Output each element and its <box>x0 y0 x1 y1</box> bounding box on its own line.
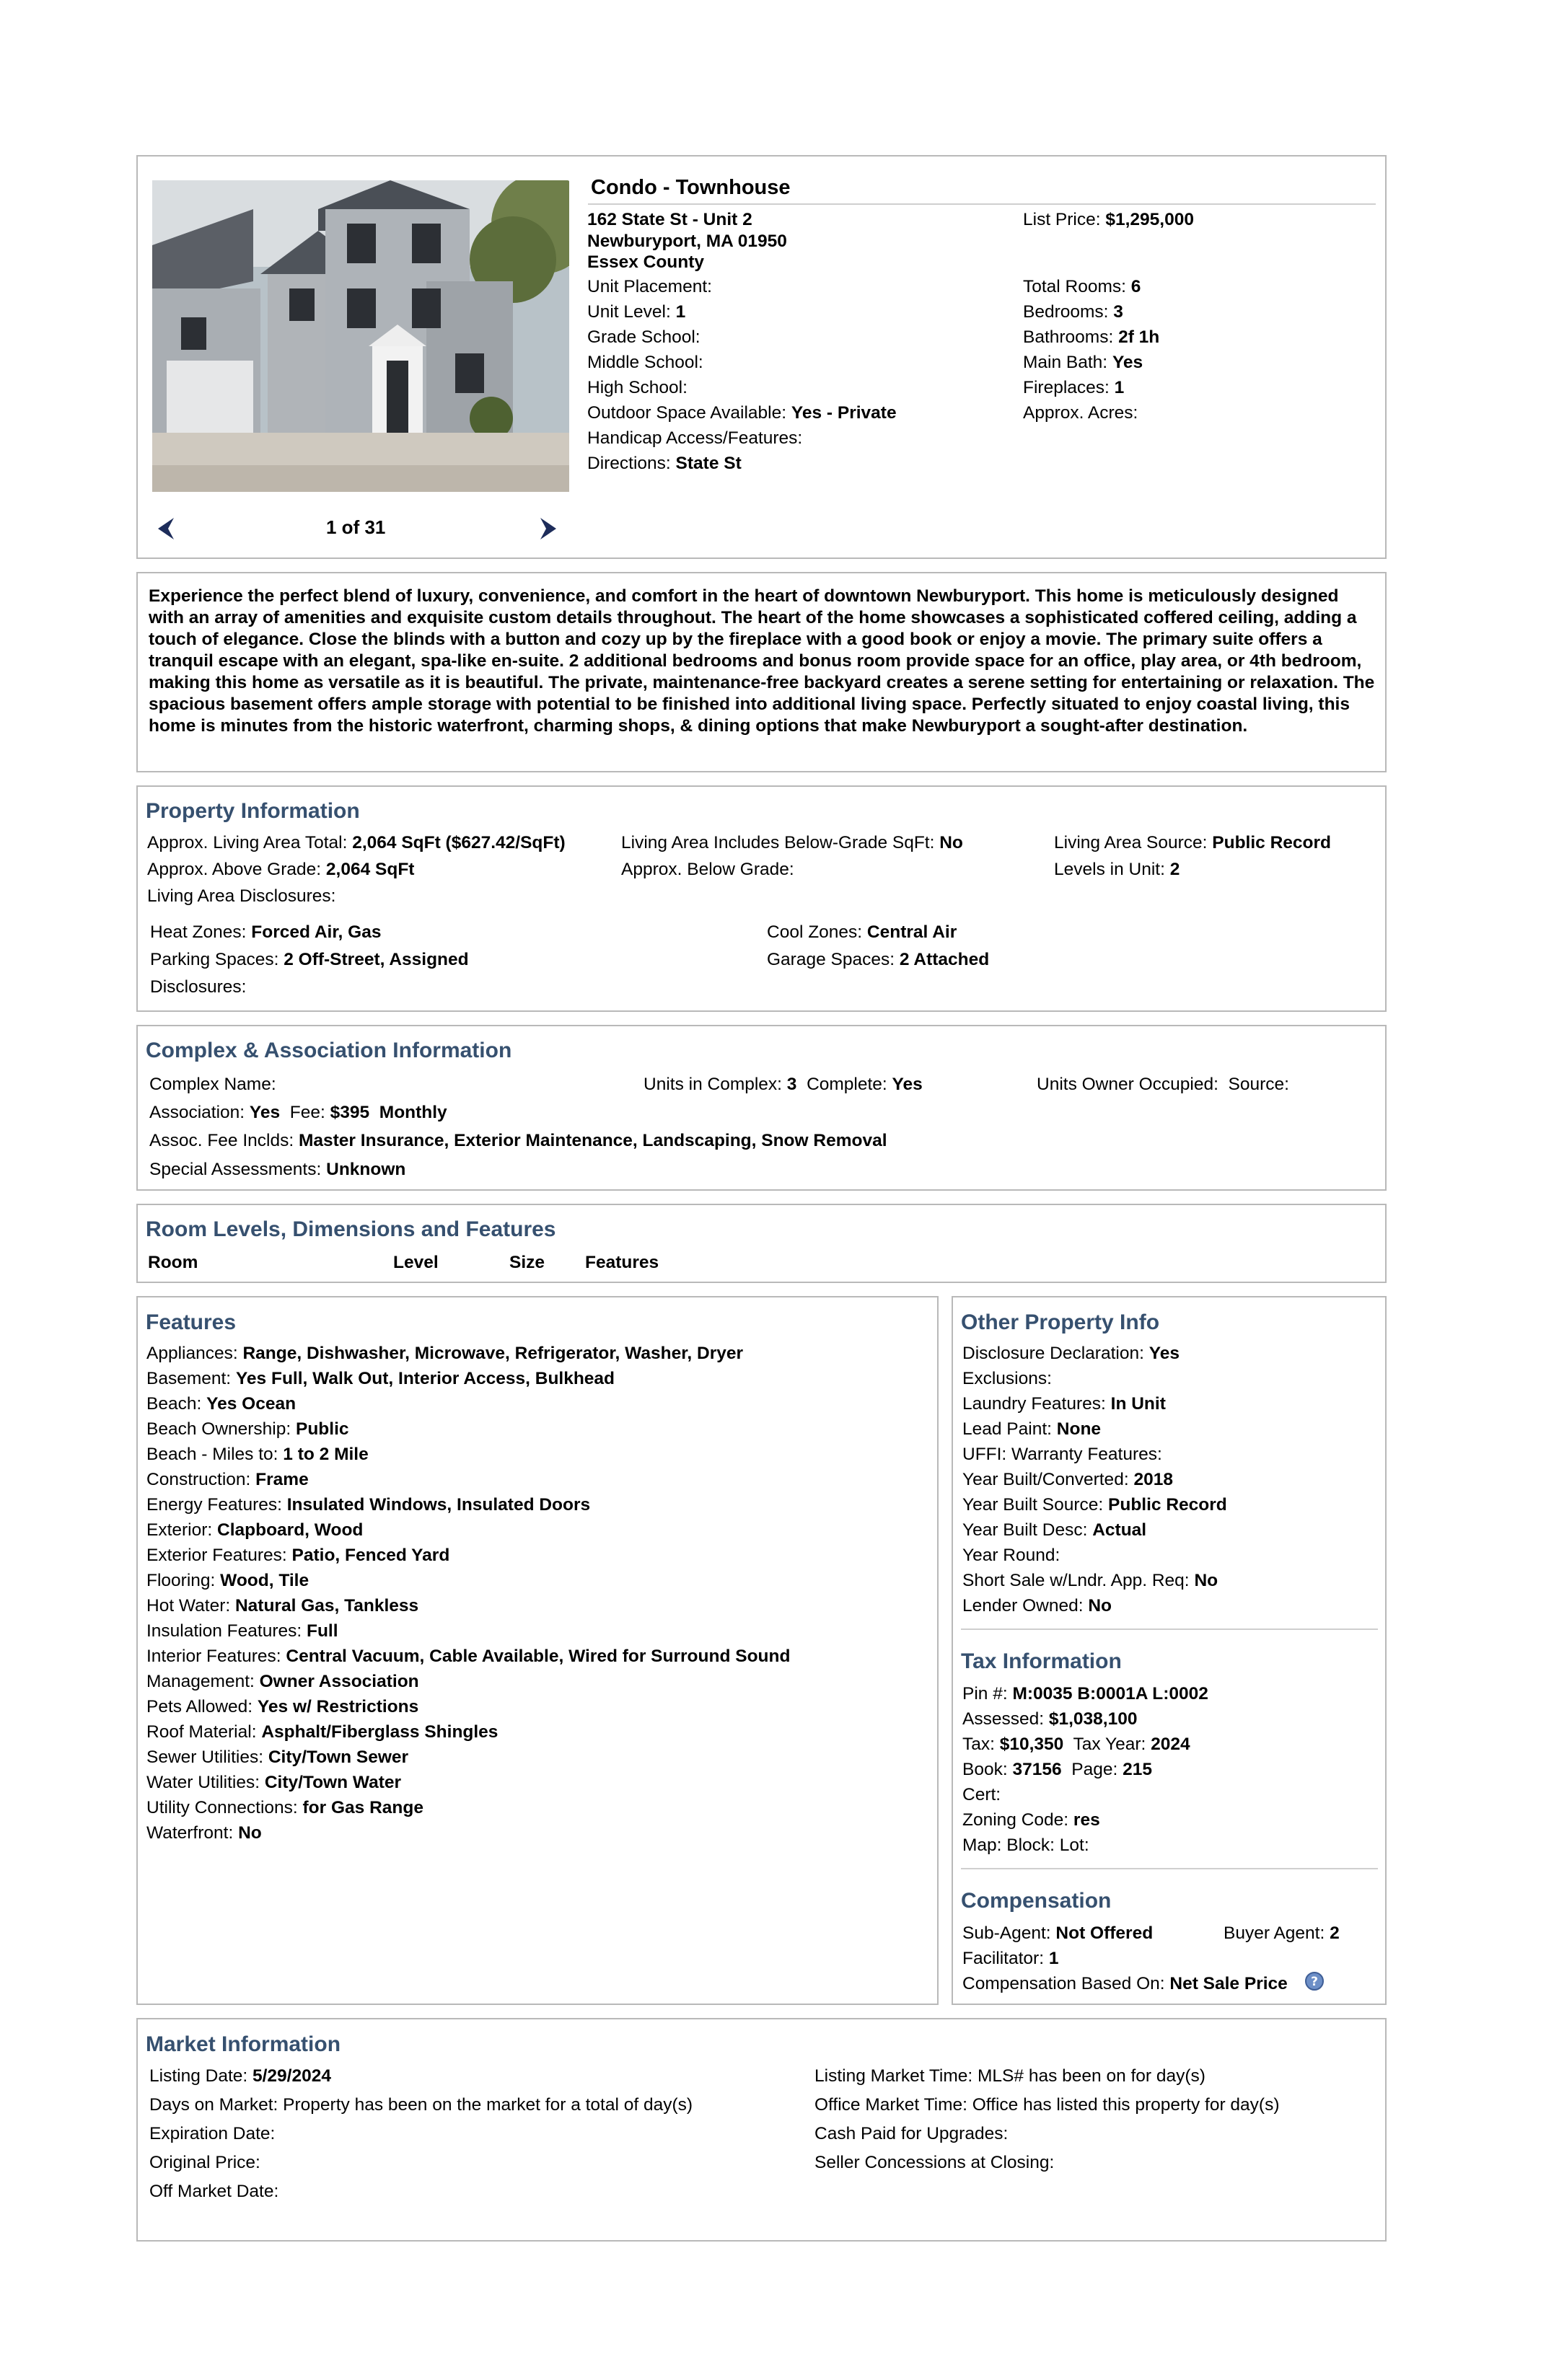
feature-flooring: Flooring: Wood, Tile <box>146 1571 309 1590</box>
rooms-panel <box>136 1204 1387 1283</box>
other-year-built-desc: Year Built Desc: Actual <box>962 1520 1147 1540</box>
svg-text:?: ? <box>1311 1975 1318 1989</box>
field-handicap: Handicap Access/Features: <box>587 428 803 448</box>
other-year-built-source: Year Built Source: Public Record <box>962 1495 1227 1515</box>
market-listing-time: Listing Market Time: MLS# has been on for day(s) <box>814 2066 1205 2086</box>
property-info-heading: Property Information <box>146 799 360 823</box>
other-short-sale: Short Sale w/Lndr. App. Req: No <box>962 1571 1218 1590</box>
feature-management: Management: Owner Association <box>146 1672 419 1691</box>
next-photo-icon[interactable] <box>539 516 558 541</box>
feature-waterfront: Waterfront: No <box>146 1823 262 1843</box>
field-outdoor-space: Outdoor Space Available: Yes - Private <box>587 403 897 423</box>
below-grade: Approx. Below Grade: <box>621 860 794 879</box>
feature-hot-water: Hot Water: Natural Gas, Tankless <box>146 1596 419 1616</box>
feature-interior: Interior Features: Central Vacuum, Cable Available, Wired for Surround Sound <box>146 1647 791 1666</box>
tax-cert: Cert: <box>962 1785 1001 1804</box>
field-bedrooms: Bedrooms: 3 <box>1023 302 1123 322</box>
field-acres: Approx. Acres: <box>1023 403 1138 423</box>
other-year-built: Year Built/Converted: 2018 <box>962 1470 1173 1489</box>
rooms-col-size: Size <box>509 1253 545 1272</box>
living-area-total: Approx. Living Area Total: 2,064 SqFt ($627.42/SqFt) <box>147 833 566 852</box>
feature-sewer: Sewer Utilities: City/Town Sewer <box>146 1747 409 1767</box>
market-listing-date: Listing Date: 5/29/2024 <box>149 2066 331 2086</box>
field-total-rooms: Total Rooms: 6 <box>1023 277 1141 296</box>
other-laundry: Laundry Features: In Unit <box>962 1394 1166 1414</box>
field-unit-level: Unit Level: 1 <box>587 302 686 322</box>
rooms-heading: Room Levels, Dimensions and Features <box>146 1217 556 1241</box>
compensation-based-on: Compensation Based On: Net Sale Price <box>962 1974 1288 1993</box>
field-unit-placement: Unit Placement: <box>587 277 712 296</box>
header-divider <box>588 203 1376 205</box>
above-grade: Approx. Above Grade: 2,064 SqFt <box>147 860 415 879</box>
other-lender-owned: Lender Owned: No <box>962 1596 1112 1616</box>
cool-zones: Cool Zones: Central Air <box>767 922 957 942</box>
other-year-round: Year Round: <box>962 1546 1060 1565</box>
feature-energy: Energy Features: Insulated Windows, Insulated Doors <box>146 1495 591 1515</box>
tax-assessed: Assessed: $1,038,100 <box>962 1709 1138 1729</box>
remarks-text: Experience the perfect blend of luxury, convenience, and comfort in the heart of downtown Newburyport. This home is meticulously designed with an array of amenities and exquisite custom details throughout. The heart of the home showcases a sophisticated coffered ceiling, adding a touch of elegance. Close the blinds with a button and cozy up by the fireplace with a good book or enjoy a movie. The primary suite offers a tranquil escape with an elegant, spa-like en-suite. 2 additional bedrooms and bonus room provide space for an office, play area, or 4th bedroom, making this home as versatile as it is beautiful. The private, maintenance-free backyard creates a serene setting for entertaining or relaxation. The spacious basement offers ample storage with potential to be finished into additional living space. Perfectly situated to enjoy coastal living, this home is minutes from the historic waterfront, charming shops, & dining options that make Newburyport a sought-after destination. <box>149 586 1375 736</box>
county: Essex County <box>587 252 705 272</box>
market-expiration: Expiration Date: <box>149 2124 276 2143</box>
list-price: List Price: $1,295,000 <box>1023 210 1194 229</box>
tax-pin: Pin #: M:0035 B:0001A L:0002 <box>962 1684 1208 1704</box>
feature-appliances: Appliances: Range, Dishwasher, Microwave, Refrigerator, Washer, Dryer <box>146 1344 744 1363</box>
feature-construction: Construction: Frame <box>146 1470 309 1489</box>
complex-name: Complex Name: <box>149 1075 276 1094</box>
tax-map-block-lot: Map: Block: Lot: <box>962 1835 1089 1855</box>
field-main-bath: Main Bath: Yes <box>1023 353 1143 372</box>
disclosures: Disclosures: <box>150 977 247 997</box>
other-exclusions: Exclusions: <box>962 1369 1052 1388</box>
rooms-col-features: Features <box>585 1253 659 1272</box>
compensation-facilitator: Facilitator: 1 <box>962 1949 1059 1968</box>
tax-divider <box>961 1628 1378 1630</box>
help-icon[interactable] <box>1304 1971 1325 1991</box>
field-directions: Directions: State St <box>587 454 742 473</box>
other-disclosure-declaration: Disclosure Declaration: Yes <box>962 1344 1180 1363</box>
property-photo[interactable] <box>152 180 569 492</box>
market-cash-paid: Cash Paid for Upgrades: <box>814 2124 1009 2143</box>
market-seller-concessions: Seller Concessions at Closing: <box>814 2153 1055 2172</box>
parking-spaces: Parking Spaces: 2 Off-Street, Assigned <box>150 950 469 969</box>
address-line-2: Newburyport, MA 01950 <box>587 232 787 251</box>
market-days-on-market: Days on Market: Property has been on the market for a total of day(s) <box>149 2095 693 2115</box>
compensation-heading: Compensation <box>961 1889 1112 1913</box>
market-heading: Market Information <box>146 2032 341 2056</box>
market-original-price: Original Price: <box>149 2153 260 2172</box>
market-off-market: Off Market Date: <box>149 2182 279 2201</box>
heat-zones: Heat Zones: Forced Air, Gas <box>150 922 382 942</box>
below-grade-included: Living Area Includes Below-Grade SqFt: No <box>621 833 963 852</box>
compensation-sub-agent: Sub-Agent: Not Offered <box>962 1923 1154 1943</box>
association-fee: Association: Yes Fee: $395 Monthly <box>149 1103 447 1122</box>
tax-book-page: Book: 37156 Page: 215 <box>962 1760 1152 1779</box>
garage-spaces: Garage Spaces: 2 Attached <box>767 950 990 969</box>
feature-beach-miles: Beach - Miles to: 1 to 2 Mile <box>146 1445 369 1464</box>
tax-zoning: Zoning Code: res <box>962 1810 1100 1830</box>
market-office-time: Office Market Time: Office has listed this property for day(s) <box>814 2095 1280 2115</box>
feature-beach: Beach: Yes Ocean <box>146 1394 297 1414</box>
compensation-divider <box>961 1868 1378 1869</box>
photo-counter: 1 of 31 <box>326 516 386 538</box>
compensation-buyer-agent: Buyer Agent: 2 <box>1224 1923 1340 1943</box>
property-type: Condo - Townhouse <box>591 176 791 199</box>
feature-utility-connections: Utility Connections: for Gas Range <box>146 1798 423 1817</box>
field-grade-school: Grade School: <box>587 327 700 347</box>
feature-exterior-features: Exterior Features: Patio, Fenced Yard <box>146 1546 450 1565</box>
living-area-disclosures: Living Area Disclosures: <box>147 886 336 906</box>
rooms-col-level: Level <box>393 1253 439 1272</box>
other-info-heading: Other Property Info <box>961 1310 1160 1334</box>
tax-amount: Tax: $10,350 Tax Year: 2024 <box>962 1735 1190 1754</box>
house-image <box>152 180 569 492</box>
field-high-school: High School: <box>587 378 688 397</box>
feature-pets: Pets Allowed: Yes w/ Restrictions <box>146 1697 419 1716</box>
units-in-complex: Units in Complex: 3 Complete: Yes <box>644 1075 923 1094</box>
feature-exterior: Exterior: Clapboard, Wood <box>146 1520 364 1540</box>
field-fireplaces: Fireplaces: 1 <box>1023 378 1125 397</box>
features-heading: Features <box>146 1310 237 1334</box>
field-middle-school: Middle School: <box>587 353 703 372</box>
field-bathrooms: Bathrooms: 2f 1h <box>1023 327 1160 347</box>
tax-heading: Tax Information <box>961 1649 1122 1673</box>
feature-roof: Roof Material: Asphalt/Fiberglass Shingles <box>146 1722 499 1742</box>
feature-basement: Basement: Yes Full, Walk Out, Interior Access, Bulkhead <box>146 1369 615 1388</box>
rooms-col-room: Room <box>148 1253 198 1272</box>
feature-beach-ownership: Beach Ownership: Public <box>146 1419 349 1439</box>
levels-in-unit: Levels in Unit: 2 <box>1054 860 1180 879</box>
feature-insulation: Insulation Features: Full <box>146 1621 338 1641</box>
special-assessments: Special Assessments: Unknown <box>149 1160 406 1179</box>
assoc-fee-includes: Assoc. Fee Inclds: Master Insurance, Exterior Maintenance, Landscaping, Snow Removal <box>149 1131 887 1150</box>
address-line-1: 162 State St - Unit 2 <box>587 210 752 229</box>
prev-photo-icon[interactable] <box>157 516 175 541</box>
feature-water: Water Utilities: City/Town Water <box>146 1773 402 1792</box>
other-lead-paint: Lead Paint: None <box>962 1419 1102 1439</box>
living-area-source: Living Area Source: Public Record <box>1054 833 1332 852</box>
other-uffi-warranty: UFFI: Warranty Features: <box>962 1445 1162 1464</box>
units-owner-occupied: Units Owner Occupied: Source: <box>1037 1075 1289 1094</box>
complex-heading: Complex & Association Information <box>146 1039 512 1062</box>
